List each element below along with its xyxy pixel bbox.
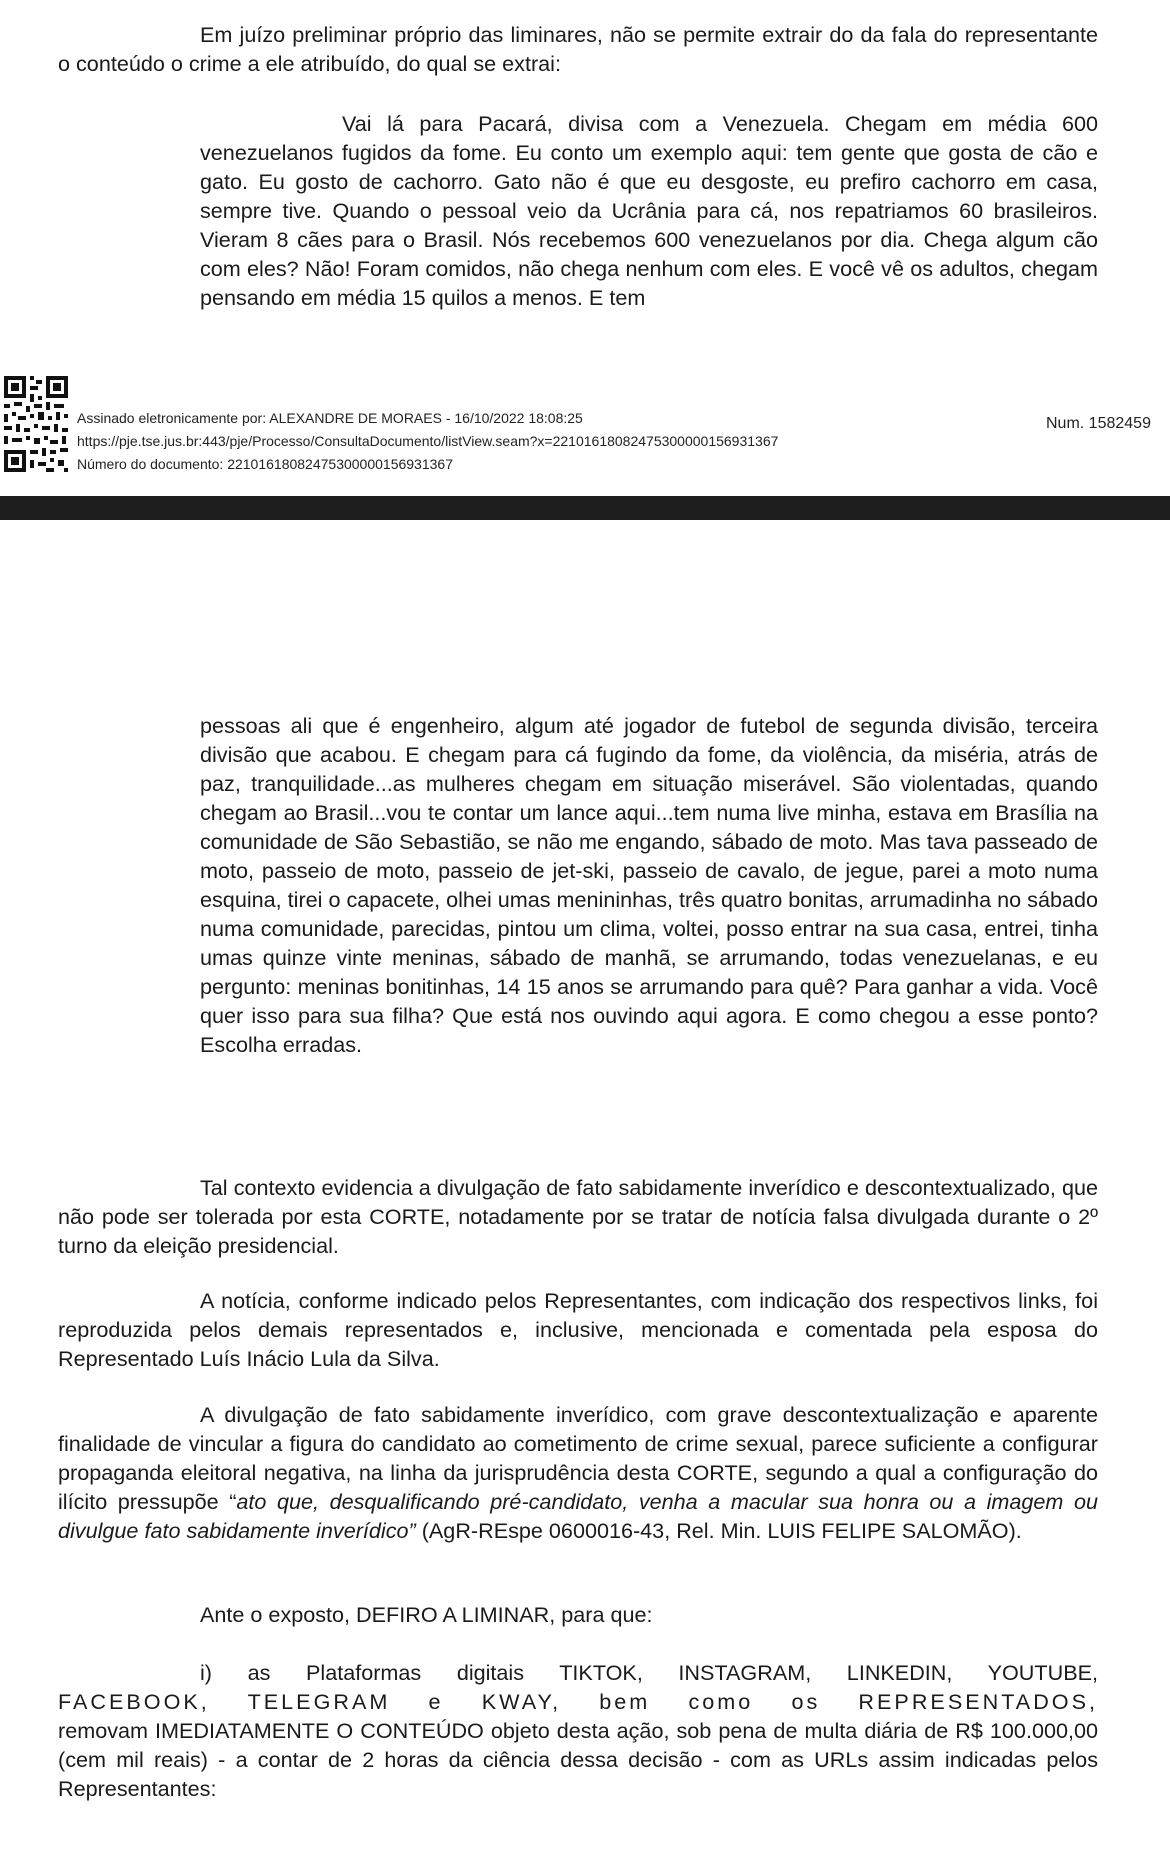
quote-continuation: pessoas ali que é engenheiro, algum até jogador de futebol de segunda divisão, terceira divisão que acabou. E chegam para cá fugindo da fome, da violência, da miséria, atrás de paz, tranquilidade...as mulheres chegam em situação miserável. São violentadas, quando chegam ao Brasil...vou te contar um lance aqui...tem numa live minha, estava em Brasília na comunidade de São Sebastião, se não me engando, sábado de moto. Mas tava passeado de moto, passeio de moto, passeio de jet-ski, passeio de cavalo, de jegue, parei a moto numa esquina, tirei o capacete, olhei umas menininhas, três quatro bonitas, arrumadinha no sábado numa comunidade, parecidas, pintou um clima, voltei, posso entrar na sua casa, entrei, tinha umas quinze vinte meninas, sábado de manhã, se arrumando, todas venezuelanas, e eu pergunto: meninas bonitinhas, 14 15 anos se arrumando para quê? Para ganhar a vida. Você quer isso para sua filha? Que está nos ouvindo aqui agora. E como chegou a esse ponto? Escolha erradas. [200,713,1098,1057]
document-num: Num. 1582459 [1046,415,1151,432]
paragraph-context: Tal contexto evidencia a divulgação de fato sabidamente inverídico e descontextualizado, que não pode ser tolerada por esta CORTE, notadamente por se tratar de notícia falsa divulgada durante o 2º turno da eleição presidencial. [58,1175,1098,1258]
order-rest: removam IMEDIATAMENTE O CONTEÚDO objeto desta ação, sob pena de multa diária de R$ 100.000,00 (cem mil reais) - a contar de 2 horas da ciência dessa decisão - com as URLs assim indicadas pelos Representantes: [58,1718,1098,1801]
paragraph-order [58,1658,1098,1803]
document-url[interactable]: https://pje.tse.jus.br:443/pje/Processo/ConsultaDocumento/listView.seam?x=22101618082475300000156931367 [77,433,779,449]
paragraph-divulgacao [58,1400,1098,1545]
order-line-2: FACEBOOK, TELEGRAM e KWAY, bem como os REPRESENTADOS, [58,1689,1098,1714]
jurisprudence-citation: (AgR-REspe 0600016-43, Rel. Min. LUIS FELIPE SALOMÃO). [415,1518,1022,1543]
qr-code-icon [0,372,72,476]
signature-stamp [0,370,1170,480]
signed-by-line: Assinado eletronicamente por: ALEXANDRE DE MORAES - 16/10/2022 18:08:25 [77,410,583,426]
intro-paragraph: Em juízo preliminar próprio das liminares, não se permite extrair do da fala do representante o conteúdo o crime a ele atribuído, do qual se extrai: [58,22,1098,76]
paragraph-decision: Ante o exposto, DEFIRO A LIMINAR, para que: [200,1602,653,1627]
paragraph-noticia: A notícia, conforme indicado pelos Representantes, com indicação dos respectivos links, foi reproduzida pelos demais representados e, inclusive, mencionada e comentada pela esposa do Representado Luís Inácio Lula da Silva. [58,1288,1098,1371]
order-line-1: i) as Plataformas digitais TIKTOK, INSTAGRAM, LINKEDIN, YOUTUBE, [200,1660,1098,1685]
document-number: Número do documento: 22101618082475300000156931367 [77,456,453,472]
page-divider [0,496,1170,520]
quote-paragraph: Vai lá para Pacará, divisa com a Venezuela. Chegam em média 600 venezuelanos fugidos da fome. Eu conto um exemplo aqui: tem gente que gosta de cão e gato. Eu gosto de cachorro. Gato não é que eu desgoste, eu prefiro cachorro em casa, sempre tive. Quando o pessoal veio da Ucrânia para cá, nos repatriamos 60 brasileiros. Vieram 8 cães para o Brasil. Nós recebemos 600 venezuelanos por dia. Chega algum cão com eles? Não! Foram comidos, não chega nenhum com eles. E você vê os adultos, chegam pensando em média 15 quilos a menos. E tem [200,111,1098,310]
jurisprudence-quote: ato que, desqualificando pré-candidato, venha a macular sua honra ou a imagem ou divulgue fato sabidamente inverídico” [58,1489,1098,1543]
paragraph-divulgacao-text: A divulgação de fato sabidamente inverídico, com grave descontextualização e aparente finalidade de vincular a figura do candidato ao cometimento de crime sexual, parece suficiente a configurar propaganda eleitoral negativa, na linha da jurisprudência desta CORTE, segundo a qual a configuração do ilícito pressupõe “ [58,1402,1098,1514]
